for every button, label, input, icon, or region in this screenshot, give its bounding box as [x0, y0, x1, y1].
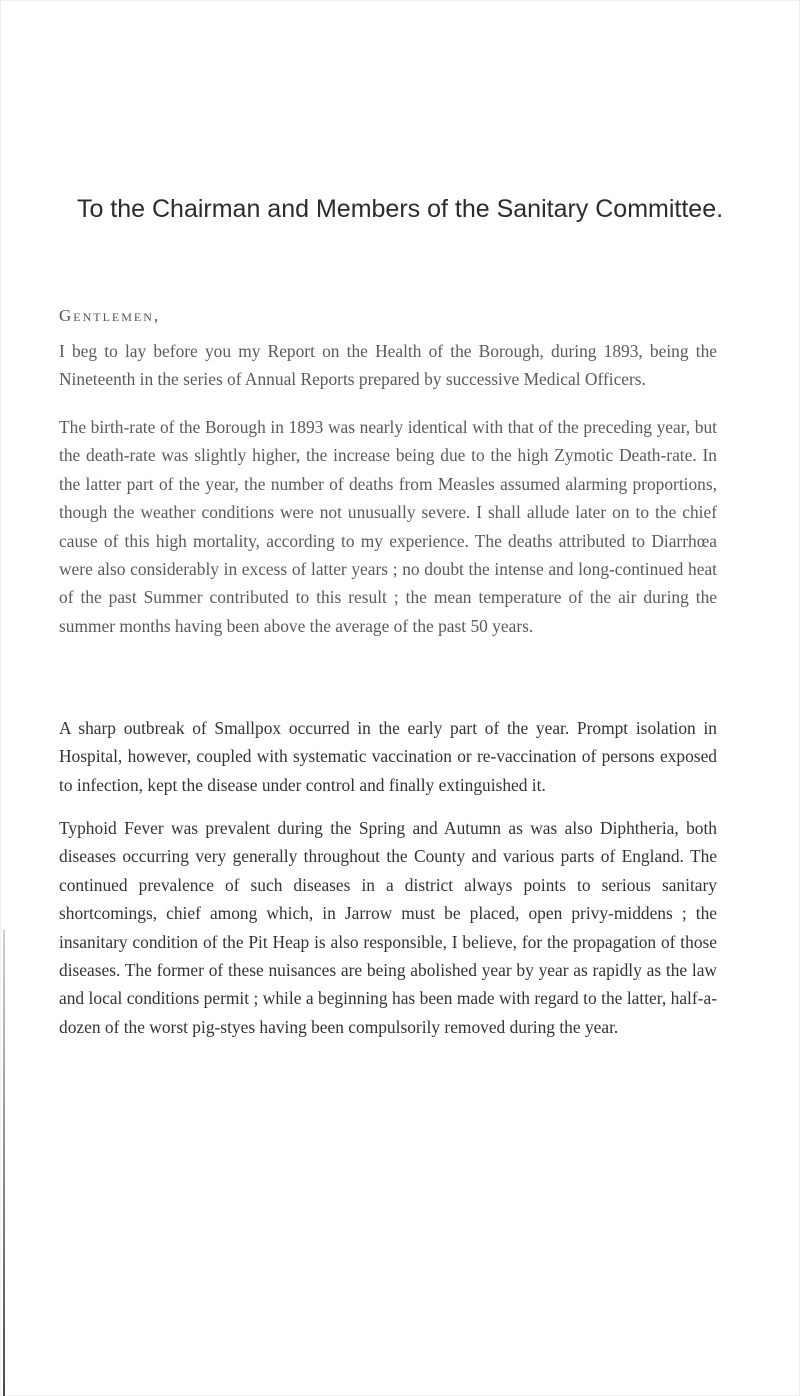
salutation: Gentlemen,	[59, 306, 161, 325]
paragraph-typhoid: Typhoid Fever was prevalent during the Spring and Autumn as was also Diphtheria, both diseases occurring very generally throughout the County and various parts of England. The continued prevalence of such diseases in a district always points to serious sanitary shortcomings, chief among which, in Jarrow must be placed, open privy-middens ; the insanitary condition of the Pit Heap is also responsible, I believe, for the propagation of those diseases. The former of these nuisances are being abolished year by year as rapidly as the law and local conditions permit ; while a beginning has been made with regard to the latter, half-a-dozen of the worst pig-styes having been compulsorily removed during the year.	[59, 818, 717, 1037]
document-heading: To the Chairman and Members of the Sanitary Committee.	[76, 195, 724, 223]
paragraph-report-intro: I beg to lay before you my Report on the Health of the Borough, during 1893, being the Nineteenth in the series of Annual Reports prepared by successive Medical Officers.	[59, 341, 717, 390]
binding-shadow	[3, 930, 5, 1396]
paragraph-birth-death-rates: The birth-rate of the Borough in 1893 was nearly identical with that of the preceding year, but the death-rate was slightly higher, the increase being due to the high Zymotic Death-rate. In the latter part of the year, the number of deaths from Measles assumed alarming proportions, though the weather conditions were not unusually severe. I shall allude later on to the chief cause of this high mortality, according to my experience. The deaths attributed to Diarrhœa were also considerably in excess of latter years ; no doubt the intense and long-continued heat of the past Summer contributed to this result ; the mean temperature of the air during the summer months having been above the average of the past 50 years.	[59, 417, 717, 636]
paragraph-smallpox: A sharp outbreak of Smallpox occurred in the early part of the year. Prompt isolation in Hospital, however, coupled with systematic vaccination or re-vaccination of persons exposed to infection, kept the disease under control and finally extinguished it.	[59, 718, 717, 795]
